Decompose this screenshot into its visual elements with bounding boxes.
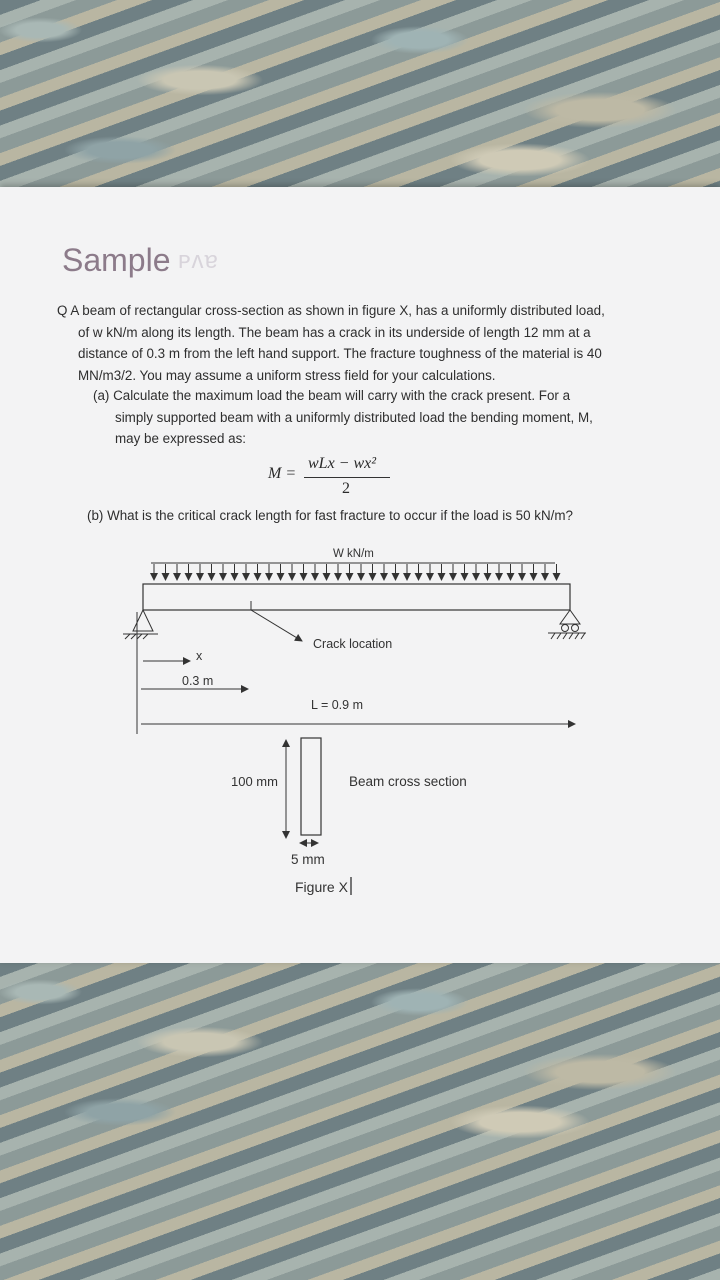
- figure-caption: Figure X: [295, 879, 348, 895]
- crack-distance-label: 0.3 m: [182, 674, 214, 688]
- carpet-background-top: [0, 0, 720, 190]
- beam-figure: [0, 187, 720, 963]
- question-line-3: distance of 0.3 m from the left hand support. The fracture toughness of the material is 40: [78, 346, 602, 362]
- part-a-line-1: (a) Calculate the maximum load the beam will carry with the crack present. For a: [93, 388, 571, 403]
- question-line-1: Q A beam of rectangular cross-section as shown in figure X, has a uniformly distributed load,: [57, 303, 605, 318]
- formula-denominator: 2: [342, 480, 350, 497]
- height-label: 100 mm: [231, 774, 278, 789]
- width-label: 5 mm: [291, 852, 325, 867]
- crack-pointer: [251, 610, 302, 641]
- left-pin-support: [123, 610, 158, 639]
- heading: Sample: [62, 242, 171, 278]
- question-line-4: MN/m3/2. You may assume a uniform stress field for your calculations.: [78, 368, 496, 384]
- formula-numerator: wLx − wx²: [308, 455, 377, 472]
- beam: [143, 584, 570, 610]
- question-line-2: of w kN/m along its length. The beam has a crack in its underside of length 12 mm at a: [78, 324, 591, 340]
- part-a-line-3: may be expressed as:: [115, 431, 246, 447]
- load-label: W kN/m: [333, 548, 374, 560]
- paper-sheet: [0, 187, 720, 963]
- carpet-background-bottom: [0, 962, 720, 1280]
- cross-section-label: Beam cross section: [349, 774, 467, 789]
- udl-arrows: [151, 563, 557, 580]
- part-b: (b) What is the critical crack length for fast fracture to occur if the load is 50 kN/m?: [87, 508, 573, 523]
- x-label: x: [196, 649, 203, 663]
- show-through-text: ᴩʌɐ: [178, 247, 219, 274]
- crack-location-label: Crack location: [313, 637, 393, 651]
- formula-lhs: M =: [268, 465, 297, 482]
- cross-section-rectangle: [301, 738, 321, 835]
- right-roller-support: [548, 610, 586, 639]
- part-a-line-2: simply supported beam with a uniformly distributed load the bending moment, M,: [115, 409, 593, 425]
- span-label: L = 0.9 m: [311, 698, 363, 712]
